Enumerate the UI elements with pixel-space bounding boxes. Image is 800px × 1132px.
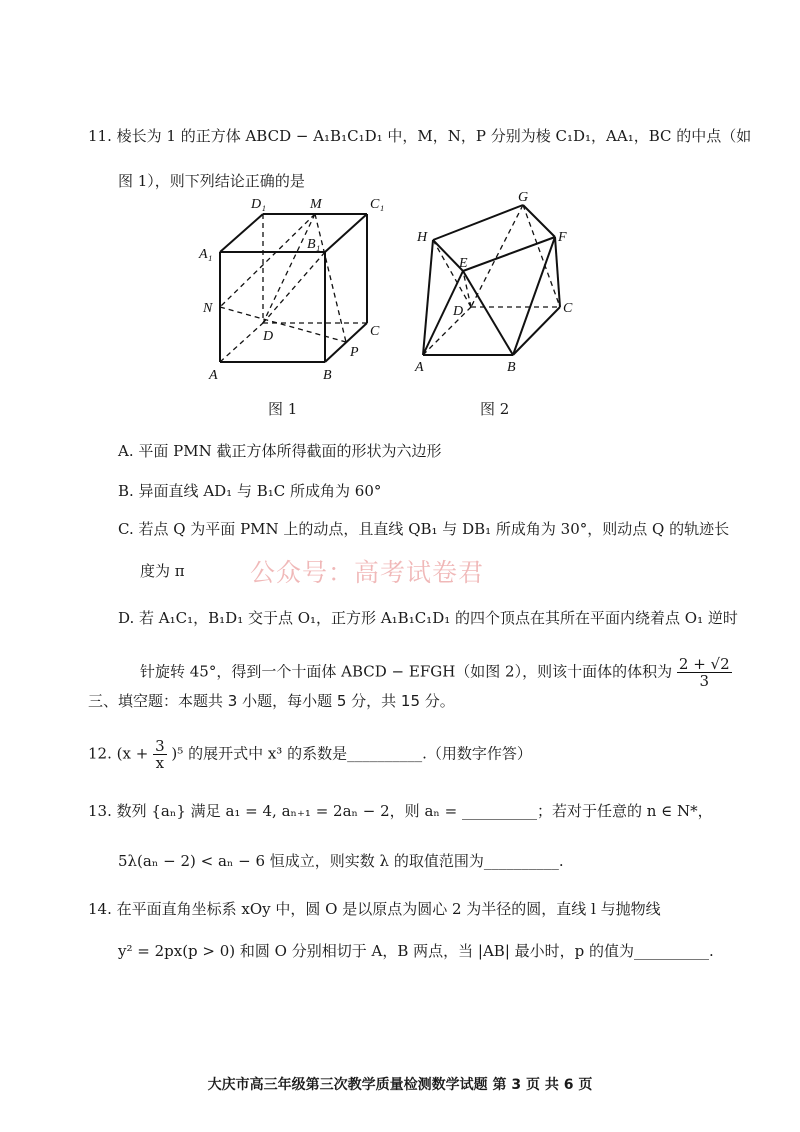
watermark: 公众号：高考试卷君 [250, 558, 485, 587]
fig1-label-B1: B₁ [307, 237, 321, 252]
figure-2-decahedron [405, 185, 605, 385]
fig2-label-D: D [453, 304, 464, 319]
q12-fraction-numerator: 3 [155, 737, 165, 755]
q12-number: 12. [88, 744, 112, 763]
fig1-label-B: B [323, 368, 332, 383]
page-footer: 大庆市高三年级第三次教学质量检测数学试题 第 3 页 共 6 页 [207, 1077, 593, 1093]
fig2-label-C: C [563, 301, 573, 316]
q11-option-d-line1: D. 若 A₁C₁，B₁D₁ 交于点 O₁，正方形 A₁B₁C₁D₁ 的四个顶点在其所在平面内绕着点 O₁ 逆时 [118, 609, 738, 627]
figure-2-caption: 图 2 [480, 400, 510, 418]
q14-line2: y² = 2px(p > 0) 和圆 O 分别相切于 A，B 两点，当 |AB| 最小时，p 的值为__________. [118, 942, 714, 960]
q11-line1: 11. 棱长为 1 的正方体 ABCD − A₁B₁C₁D₁ 中，M，N，P 分别为棱 C₁D₁，AA₁，BC 的中点（如 [88, 127, 752, 145]
fig1-label-P: P [350, 345, 359, 360]
figure-1-cube [195, 190, 405, 390]
q12-rest: 的展开式中 x³ 的系数是__________.（用数字作答） [188, 744, 532, 763]
fig2-label-B: B [507, 360, 516, 375]
volume-fraction-numerator: 2 + √2 [678, 655, 730, 673]
fig2-label-F: F [558, 230, 567, 245]
q12-fraction-denominator: x [155, 754, 165, 772]
fig1-label-C: C [370, 324, 380, 339]
q11-option-a: A. 平面 PMN 截正方体所得截面的形状为六边形 [118, 442, 442, 460]
q11-option-c-line1: C. 若点 Q 为平面 PMN 上的动点，且直线 QB₁ 与 DB₁ 所成角为 30°，则动点 Q 的轨迹长 [118, 520, 730, 538]
fig2-label-E: E [459, 256, 468, 271]
fig1-label-N: N [203, 301, 213, 316]
fig1-label-C1: C₁ [370, 197, 385, 212]
fig1-label-D1: D₁ [251, 197, 266, 212]
fig1-label-A1: A₁ [199, 247, 213, 262]
section-3-heading: 三、填空题：本题共 3 小题，每小题 5 分，共 15 分。 [88, 692, 455, 710]
q11-option-c-line2: 度为 π [140, 562, 185, 580]
q11-option-d-line2 [140, 656, 732, 689]
fig2-label-H: H [417, 230, 428, 245]
q12-line [88, 738, 532, 771]
volume-fraction [677, 656, 732, 689]
fig1-label-D: D [263, 329, 274, 344]
fig1-label-M: M [310, 197, 322, 212]
q11-option-d-text: 针旋转 45°，得到一个十面体 ABCD − EFGH（如图 2），则该十面体的体积为 [140, 662, 673, 681]
q11-option-b: B. 异面直线 AD₁ 与 B₁C 所成角为 60° [118, 482, 382, 500]
q13-line2: 5λ(aₙ − 2) < aₙ − 6 恒成立，则实数 λ 的取值范围为__________. [118, 852, 564, 870]
q12-fraction [153, 738, 167, 771]
q14-line1: 14. 在平面直角坐标系 xOy 中，圆 O 是以原点为圆心 2 为半径的圆，直线 l 与抛物线 [88, 900, 661, 918]
fig2-label-A: A [415, 360, 424, 375]
q11-line2: 图 1），则下列结论正确的是 [118, 172, 305, 190]
q13-line1: 13. 数列 {aₙ} 满足 a₁ = 4, aₙ₊₁ = 2aₙ − 2，则 aₙ = __________；若对于任意的 n ∈ N*， [88, 802, 713, 820]
fig1-label-A: A [209, 368, 218, 383]
fig2-label-G: G [518, 190, 529, 205]
volume-fraction-denominator: 3 [699, 672, 710, 690]
figure-1-caption: 图 1 [268, 400, 298, 418]
q12-expr-right: )⁵ [171, 744, 184, 763]
q12-expr-left: (x + [116, 744, 149, 763]
